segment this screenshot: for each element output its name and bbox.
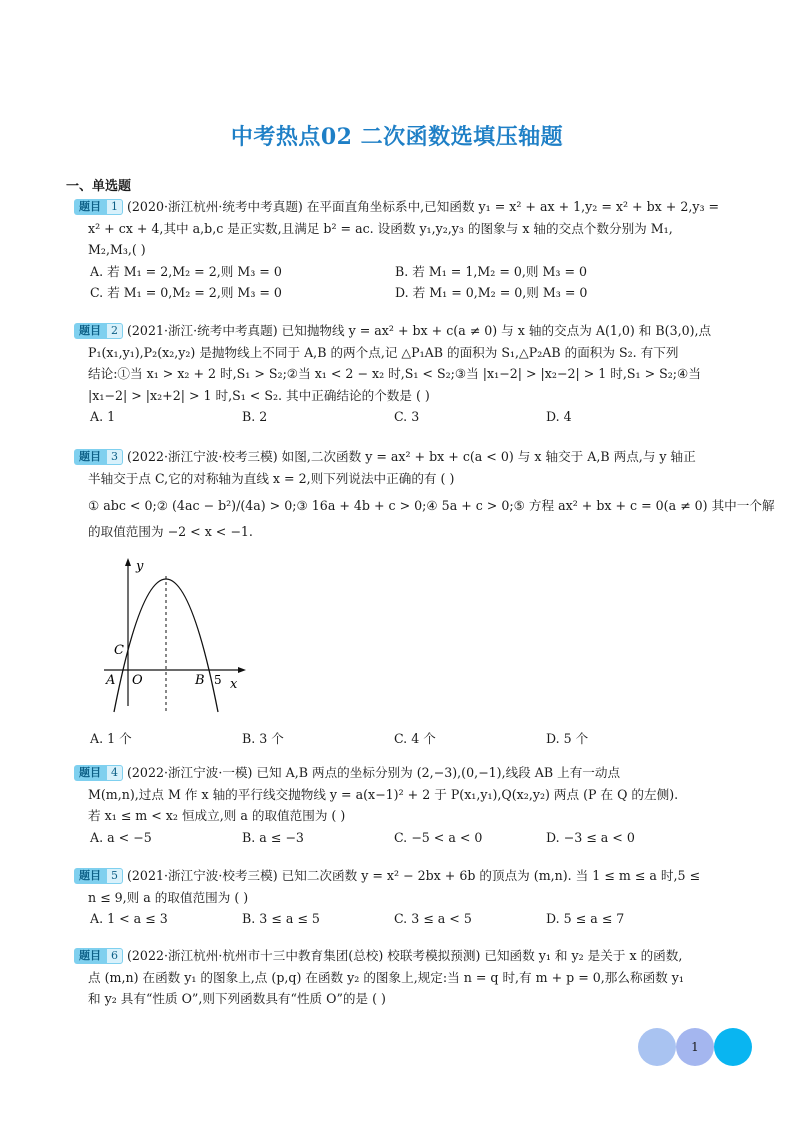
option-a: A. 1 个 — [90, 731, 132, 746]
question-badge: 题目 1 — [74, 199, 123, 215]
question-badge: 题目 5 — [74, 868, 123, 884]
question-6: 题目 6 (2022·浙江杭州·杭州市十三中教育集团(总校) 校联考模拟预测) 已知函数 y₁ 和 y₂ 是关于 x 的函数, 点 (m,n) 在函数 y₁ 的图象上,点 (p,q) 在函数 y₂ 的图象上,规定:当 n = q 时,有 m + p = 0,那么称函数 y₁ 和 y₂ 具有“性质 O”,则下列函数具有“性质 O”的是 ( ) — [74, 945, 734, 1010]
question-4: 题目 4 (2022·浙江宁波·一模) 已知 A,B 两点的坐标分别为 (2,−3),(0,−1),线段 AB 上有一动点 M(m,n),过点 M 作 x 轴的平行线交抛物线 y = a(x−1)² + 2 于 P(x₁,y₁),Q(x₂,y₂) 两点 (P 在 Q 的左侧). 若 x₁ ≤ m < x₂ 恒成立,则 a 的取值范围为 ( ) A. a < −5 B. a ≤ −3 C. −5 < a < 0 D. −3 ≤ a < 0 — [74, 762, 734, 848]
option-d: D. 若 M₁ = 0,M₂ = 0,则 M₃ = 0 — [395, 285, 588, 300]
y-axis-arrow — [125, 558, 131, 566]
question-badge: 题目 6 — [74, 948, 123, 964]
section-heading: 一、单选题 — [66, 179, 132, 194]
option-a: A. a < −5 — [90, 829, 152, 845]
question-badge: 题目 3 — [74, 449, 123, 465]
option-d: D. 5 个 — [546, 731, 589, 746]
page-number: 1 — [676, 1028, 714, 1066]
option-d: D. −3 ≤ a < 0 — [546, 829, 635, 845]
option-b: B. 3 个 — [242, 731, 284, 746]
question-5: 题目 5 (2021·浙江宁波·校考三模) 已知二次函数 y = x² − 2bx + 6b 的顶点为 (m,n). 当 1 ≤ m ≤ a 时,5 ≤ n ≤ 9,则 a 的取值范围为 ( ) A. 1 < a ≤ 3 B. 3 ≤ a ≤ 5 C. 3 ≤ a < 5 D. 5 ≤ a ≤ 7 — [74, 865, 734, 930]
page-title: 中考热点02 二次函数选填压轴题 — [230, 124, 564, 150]
tick-five-label: 5 — [214, 673, 222, 687]
option-b: B. 3 ≤ a ≤ 5 — [242, 911, 320, 926]
question-2: 题目 2 (2021·浙江·统考中考真题) 已知抛物线 y = ax² + bx + c(a ≠ 0) 与 x 轴的交点为 A(1,0) 和 B(3,0),点 P₁(x₁,y₁),P₂(x₂,y₂) 是抛物线上不同于 A,B 的两个点,记 △P₁AB 的面积为 S₁,△P₂AB 的面积为 S₂. 有下列 结论:①当 x₁ > x₂ + 2 时,S₁ > S₂;②当 x₁ < 2 − x₂ 时,S₁ < S₂;③当 |x₁−2| > |x₂−2| > 1 时,S₁ > S₂;④当 |x₁−2| > |x₂+2| > 1 时,S₁ < S₂. 其中正确结论的个数是 ( ) A. 1 B. 2 C. 3 D. 4 — [74, 320, 734, 428]
option-a: A. 1 < a ≤ 3 — [90, 911, 168, 926]
option-c: C. 3 ≤ a < 5 — [394, 911, 472, 926]
pager-circle-left — [638, 1028, 676, 1066]
option-c: C. 3 — [394, 409, 420, 424]
question-3-options — [74, 728, 734, 750]
option-c: C. 若 M₁ = 0,M₂ = 2,则 M₃ = 0 — [90, 285, 282, 300]
pager-circle-right — [714, 1028, 752, 1066]
option-b: B. 2 — [242, 409, 268, 424]
point-a-label: A — [106, 673, 116, 688]
option-c: C. −5 < a < 0 — [394, 829, 483, 845]
option-d: D. 5 ≤ a ≤ 7 — [546, 911, 625, 926]
x-axis-arrow — [238, 667, 246, 673]
origin-label: O — [132, 673, 143, 688]
question-3: 题目 3 (2022·浙江宁波·校考三模) 如图,二次函数 y = ax² + bx + c(a < 0) 与 x 轴交于 A,B 两点,与 y 轴正 半轴交于点 C,它的对称轴为直线 x = 2,则下列说法中正确的有 ( ) ① abc < 0;② (4ac − b²)/(4a) > 0;③ 16a + 4b + c > 0;④ 5a + c > 0;⑤ 方程 ax² + bx + c = 0(a ≠ 0) 其中一个解 的取值范围为 −2 < x < −1. — [74, 446, 734, 542]
option-c: C. 4 个 — [394, 731, 436, 746]
option-a: A. 1 — [90, 409, 116, 424]
page-number-badge — [638, 1028, 752, 1066]
option-d: D. 4 — [546, 409, 572, 424]
option-a: A. 若 M₁ = 2,M₂ = 2,则 M₃ = 0 — [90, 263, 282, 279]
question-badge: 题目 4 — [74, 765, 123, 781]
question-1: 题目 1 (2020·浙江杭州·统考中考真题) 在平面直角坐标系中,已知函数 y₁ = x² + ax + 1,y₂ = x² + bx + 2,y₃ = x² + cx + 4,其中 a,b,c 是正实数,且满足 b² = ac. 设函数 y₁,y₂,y₃ 的图象与 x 轴的交点个数分别为 M₁, M₂,M₃,( ) A. 若 M₁ = 2,M₂ = 2,则 M₃ = 0 B. 若 M₁ = 1,M₂ = 0,则 M₃ = 0 C. 若 M₁ = 0,M₂ = 2,则 M₃ = 0 D. 若 M₁ = 0,M₂ = 0,则 M₃ = 0 — [74, 196, 734, 304]
option-b: B. 若 M₁ = 1,M₂ = 0,则 M₃ = 0 — [395, 263, 588, 279]
question-badge: 题目 2 — [74, 323, 123, 339]
point-c-label: C — [114, 643, 124, 658]
x-label: x — [230, 677, 238, 692]
option-b: B. a ≤ −3 — [242, 829, 304, 845]
parabola-graph — [100, 556, 250, 716]
y-label: y — [136, 559, 144, 574]
point-b-label: B — [195, 673, 205, 688]
